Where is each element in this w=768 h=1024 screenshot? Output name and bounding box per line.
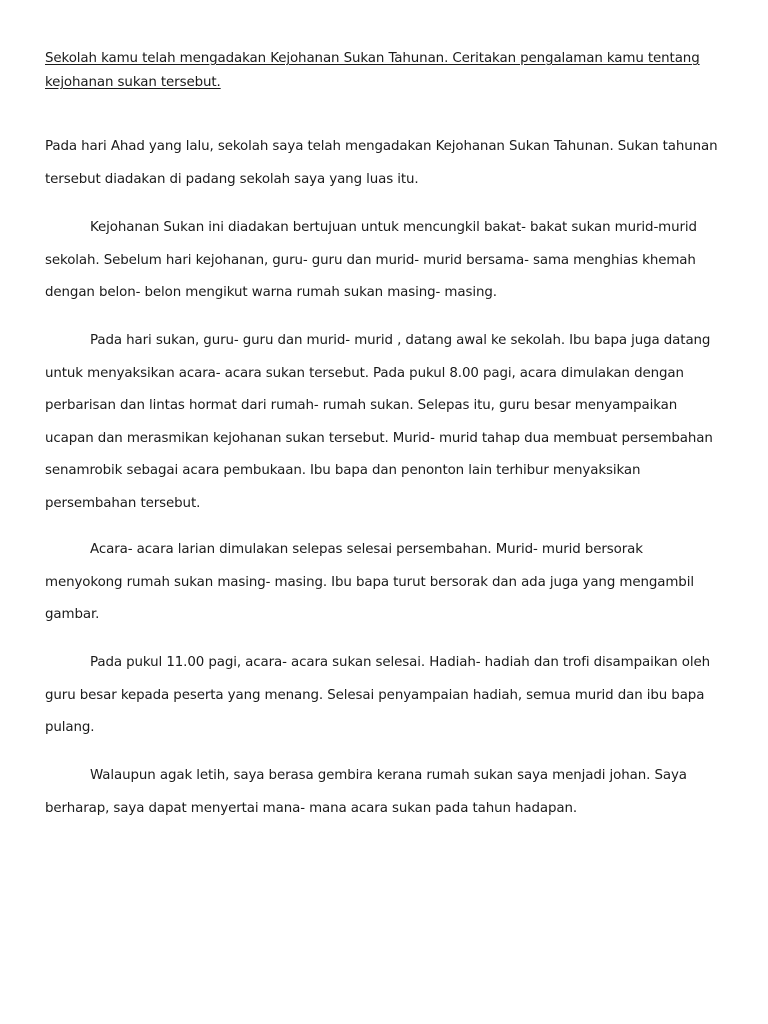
- paragraph-2: Kejohanan Sukan ini diadakan bertujuan untuk mencungkil bakat- bakat sukan murid-murid sekolah. Sebelum hari kejohanan, guru- guru dan murid- murid bersama- sama menghias khemah dengan belon- belon mengikut warna rumah sukan masing- masing.: [45, 220, 697, 301]
- paragraph-5: Pada pukul 11.00 pagi, acara- acara sukan selesai. Hadiah- hadiah dan trofi disampaikan oleh guru besar kepada peserta yang menang. Selesai penyampaian hadiah, semua murid dan ibu bapa pulang.: [45, 655, 711, 736]
- paragraph-1: Pada hari Ahad yang lalu, sekolah saya telah mengadakan Kejohanan Sukan Tahunan. Sukan tahunan tersebut diadakan di padang sekolah saya yang luas itu.: [45, 139, 718, 187]
- paragraph-6: Walaupun agak letih, saya berasa gembira kerana rumah sukan saya menjadi johan. Saya berharap, saya dapat menyertai mana- mana acara sukan pada tahun hadapan.: [45, 768, 687, 816]
- paragraph-4: Acara- acara larian dimulakan selepas selesai persembahan. Murid- murid bersorak menyokong rumah sukan masing- masing. Ibu bapa turut bersorak dan ada juga yang mengambil gambar.: [45, 542, 694, 623]
- essay-question-title: Sekolah kamu telah mengadakan Kejohanan Sukan Tahunan. Ceritakan pengalaman kamu tentang kejohanan sukan tersebut.: [45, 51, 700, 90]
- document-page: [45, 0, 725, 1024]
- paragraph-3: Pada hari sukan, guru- guru dan murid- murid , datang awal ke sekolah. Ibu bapa juga datang untuk menyaksikan acara- acara sukan tersebut. Pada pukul 8.00 pagi, acara dimulakan dengan perbarisan dan lintas hormat dari rumah- rumah sukan. Selepas itu, guru besar menyampaikan ucapan dan merasmikan kejohanan sukan tersebut. Murid- murid tahap dua membuat persembahan senamrobik sebagai acara pembukaan. Ibu bapa dan penonton lain terhibur menyaksikan persembahan tersebut.: [45, 333, 713, 511]
